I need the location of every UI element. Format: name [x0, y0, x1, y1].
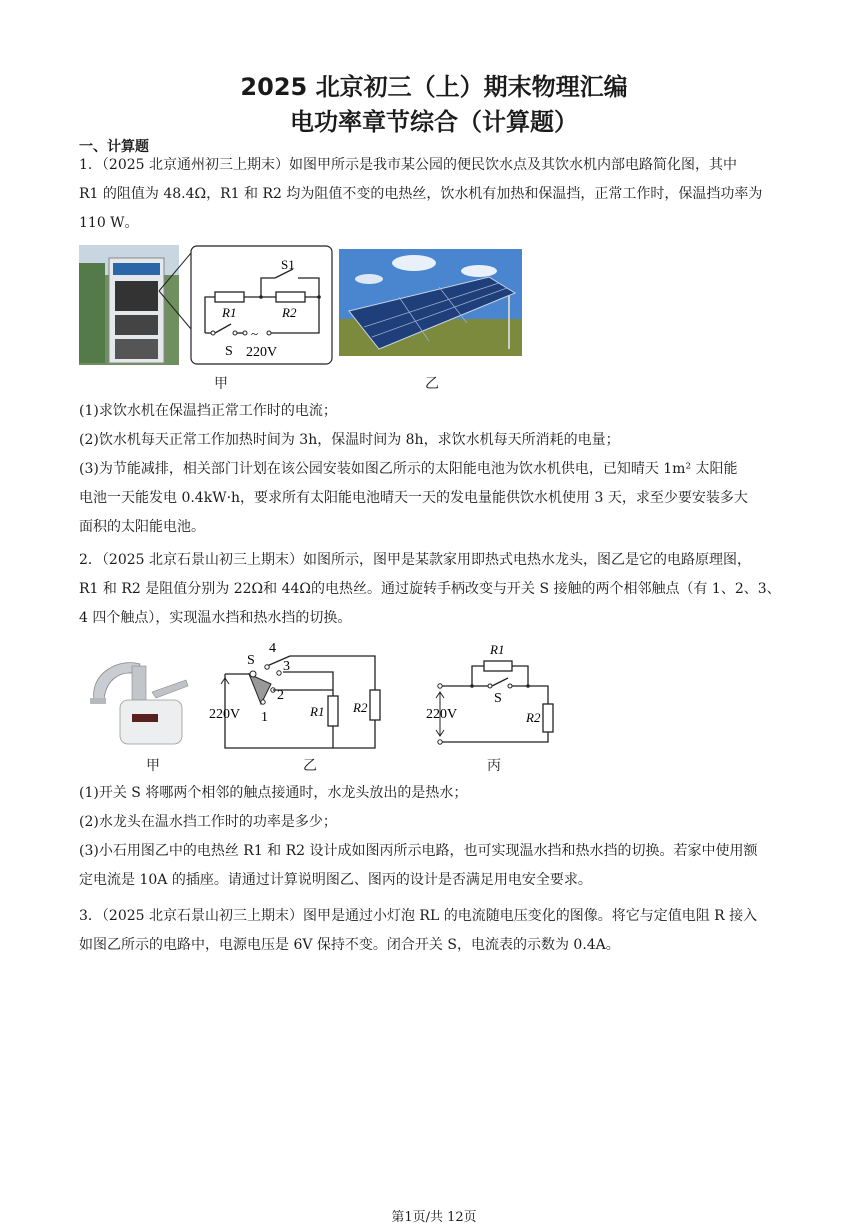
resistor-r2	[276, 292, 305, 302]
q2-figure-b	[205, 634, 385, 756]
solar-panel-photo	[339, 249, 522, 356]
q3-stem-line: 3．（2025 北京石景山初三上期末）图甲是通过小灯泡 RL 的电流随电压变化的图像。将它与定值电阻 R 接入	[79, 908, 758, 924]
label-r1: R1	[490, 642, 505, 657]
q1-part: 电池一天能发电 0.4kW·h，要求所有太阳能电池晴天一天的发电量能供饮水机使用 3 天，求至少要安装多大	[79, 490, 748, 506]
q2-caption-c: 丙	[487, 758, 501, 774]
section-heading: 一、计算题	[79, 139, 149, 155]
q2-stem-line: R1 和 R2 是阻值分别为 22Ω和 44Ω的电热丝。通过旋转手柄改变与开关 S 接触的两个相邻触点（有 1、2、3、	[79, 581, 781, 597]
label-s1: S1	[281, 257, 295, 272]
q1-figure-b	[339, 249, 522, 356]
label-voltage: 220V	[426, 707, 458, 722]
contact-2: 2	[277, 688, 284, 703]
resistor-r2	[543, 704, 553, 732]
q2-stem	[79, 546, 791, 633]
q1-parts	[79, 397, 791, 542]
q1-stem-line: R1 的阻值为 48.4Ω，R1 和 R2 均为阻值不变的电热丝，饮水机有加热和保温挡，正常工作时，保温挡功率为	[79, 186, 763, 202]
q1-part: (2)饮水机每天正常工作加热时间为 3h，保温时间为 8h，求饮水机每天所消耗的电量；	[79, 432, 620, 448]
contact-1: 1	[261, 710, 268, 725]
page-subtitle: 电功率章节综合（计算题）	[290, 108, 578, 136]
ac-symbol: ~	[251, 326, 259, 341]
label-switch-s: S	[225, 344, 233, 359]
q2-figure-a	[80, 652, 195, 752]
q2-stem-line: 4 四个触点），实现温水挡和热水挡的切换。	[79, 610, 352, 626]
q1-stem-line: 110 W。	[79, 215, 139, 231]
contact-4: 4	[269, 641, 276, 656]
q2-part: (2)水龙头在温水挡工作时的功率是多少；	[79, 814, 337, 830]
q2-stem-line: 2．（2025 北京石景山初三上期末）如图所示，图甲是某款家用即热式电热水龙头，图乙是它的电路原理图，	[79, 552, 751, 568]
q1-part: 面积的太阳能电池。	[79, 519, 205, 535]
label-switch-s: S	[494, 691, 502, 706]
label-r1: R1	[222, 305, 237, 320]
q1-stem	[79, 151, 791, 238]
label-r1: R1	[310, 704, 325, 719]
contact-3: 3	[283, 659, 290, 674]
resistor-r2	[370, 690, 380, 720]
q2-part: (3)小石用图乙中的电热丝 R1 和 R2 设计成如图丙所示电路，也可实现温水挡和热水挡的切换。若家中使用额	[79, 843, 758, 859]
page-number: 第1页/共 12页	[391, 1210, 477, 1225]
q1-figure-a	[79, 243, 334, 368]
q2-part: (1)开关 S 将哪两个相邻的触点接通时，水龙头放出的是热水；	[79, 785, 468, 801]
label-voltage: 220V	[246, 345, 278, 360]
q2-caption-a: 甲	[146, 758, 160, 774]
page-title: 2025 北京初三（上）期末物理汇编	[240, 73, 628, 101]
faucet-photo	[90, 663, 188, 744]
label-switch-s: S	[247, 653, 255, 668]
resistor-r1	[215, 292, 244, 302]
q2-caption-b: 乙	[303, 758, 317, 774]
q2-figure-c	[422, 638, 557, 750]
label-r2: R2	[353, 700, 368, 715]
water-kiosk-photo	[79, 245, 179, 365]
q3-stem-line: 如图乙所示的电路中，电源电压是 6V 保持不变。闭合开关 S，电流表的示数为 0.4A。	[79, 937, 620, 953]
label-r2: R2	[526, 710, 541, 725]
q1-caption-a: 甲	[214, 376, 228, 392]
q2-parts	[79, 779, 791, 895]
q1-stem-line: 1．（2025 北京通州初三上期末）如图甲所示是我市某公园的便民饮水点及其饮水机内部电路简化图，其中	[79, 157, 737, 173]
label-r2: R2	[282, 305, 297, 320]
resistor-r1	[484, 661, 512, 671]
q1-caption-b: 乙	[425, 376, 439, 392]
resistor-r1	[328, 696, 338, 726]
q3-stem	[79, 902, 791, 960]
label-voltage: 220V	[209, 707, 241, 722]
q1-part: (1)求饮水机在保温挡正常工作时的电流；	[79, 403, 337, 419]
q1-part: (3)为节能减排，相关部门计划在该公园安装如图乙所示的太阳能电池为饮水机供电，已知晴天 1m² 太阳能	[79, 461, 738, 477]
q2-part: 定电流是 10A 的插座。请通过计算说明图乙、图丙的设计是否满足用电安全要求。	[79, 872, 592, 888]
